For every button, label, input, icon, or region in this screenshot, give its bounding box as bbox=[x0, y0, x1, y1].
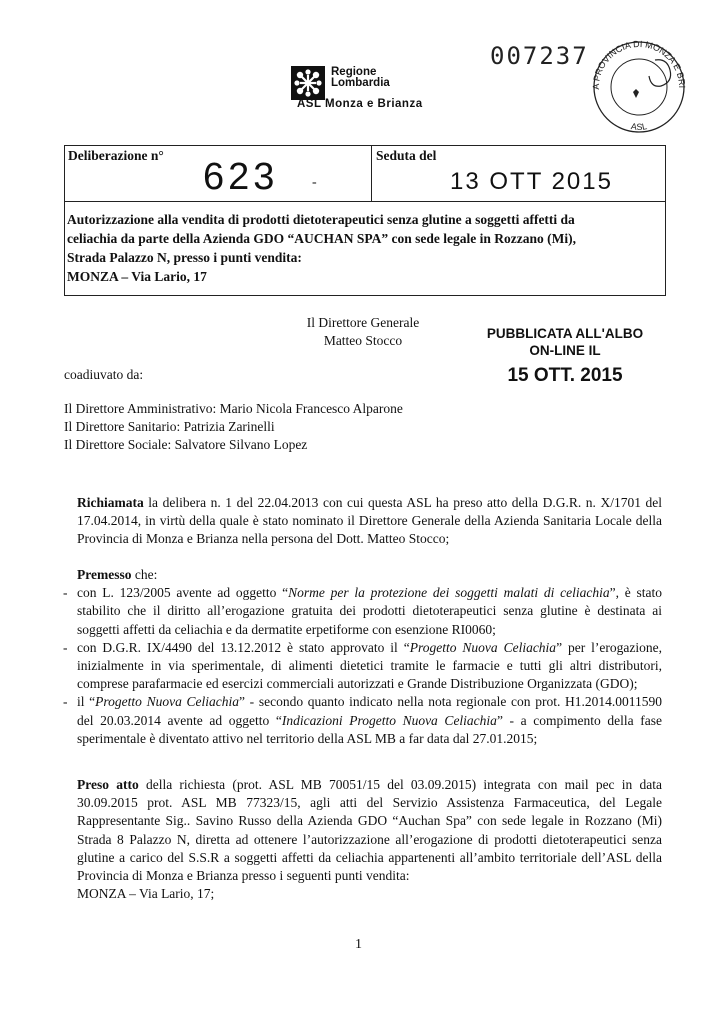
richiamata-lead: Richiamata bbox=[77, 495, 144, 510]
session-date: 13 OTT 2015 bbox=[450, 168, 613, 195]
subject-line-4: MONZA – Via Lario, 17 bbox=[67, 269, 207, 284]
premesso-lead-suffix: che: bbox=[131, 567, 158, 582]
list-item bbox=[61, 639, 662, 694]
premesso-item1-a: con L. 123/2005 avente ad oggetto “ bbox=[77, 585, 289, 601]
subject-line-2: celiachia da parte della Azienda GDO “AUCHAN SPA” con sede legale in Rozzano (Mi), bbox=[67, 231, 576, 246]
albo-publication-stamp bbox=[470, 325, 660, 359]
asl-name: ASL Monza e Brianza bbox=[297, 98, 423, 110]
protocol-number: 007237 bbox=[490, 42, 589, 70]
deliberation-header-box bbox=[64, 145, 666, 296]
directors-list bbox=[64, 400, 403, 454]
premesso-item3-b: ” - secondo quanto indicato nella nota regionale con prot. H1.2014.0011590 del 20.03.2014 avente ad oggetto “ bbox=[77, 694, 662, 728]
premesso-item2-italic: Progetto Nuova Celiachia bbox=[409, 639, 557, 655]
premesso-item2-a: con D.G.R. IX/4490 del 13.12.2012 è stato approvato il “ bbox=[77, 639, 410, 655]
asl-seal-stamp bbox=[585, 40, 693, 134]
richiamata-text: la delibera n. 1 del 22.04.2013 con cui questa ASL ha preso atto della D.G.R. n. X/1701 del 17.04.2014, in virtù della quale è stato nominato il Direttore Generale della Azienda Sanitaria Locale della Provincia di Monza e Brianza nella persona del Dott. Matteo Stocco; bbox=[77, 495, 662, 547]
list-item bbox=[61, 584, 662, 639]
preso-atto-text: della richiesta (prot. ASL MB 70051/15 del 03.09.2015) integrata con mail pec in data 30.09.2015 prot. ASL MB 77323/15, agli atti del Servizio Assistenza Farmaceutica, del Legale Rappresentante Sig.. Savino Russo della Azienda GDO “Auchan Spa” con sede legale in Rozzano (Mi) Strada 8 Palazzo N, diretta ad ottenere l’autorizzazione all’erogazione di prodotti dietoterapeutici senza glutine a carico del S.S.R a soggetti affetti da celiachia appartenenti all’ambito territoriale dell’ASL della Provincia di Monza e Brianza presso i seguenti punti vendita: bbox=[77, 777, 662, 884]
seal-top-text: A PROVINCIA DI MONZA E BRI bbox=[590, 40, 688, 90]
rosa-camuna-logo-icon bbox=[291, 66, 325, 100]
director-name: Matteo Stocco bbox=[323, 333, 403, 348]
premesso-item1-b: ”, è stato stabilito che il diritto all’erogazione gratuita dei prodotti dietoterapeutici senza glutine è destinata ai soggetti affetti da celiachia e da dermatite erpetiforme con esenzione RI0060; bbox=[77, 585, 662, 637]
director-administrative: Il Direttore Amministrativo: Mario Nicola Francesco Alparone bbox=[64, 401, 403, 416]
premesso-item3-c: ” - a compimento della fase sperimentale è diventato attivo nel territorio della ASL MB a far data dal 27.01.2015; bbox=[77, 712, 662, 746]
assisted-by-label: coadiuvato da: bbox=[64, 367, 144, 382]
premesso-section bbox=[77, 566, 662, 748]
svg-text:ASL bbox=[630, 121, 648, 132]
premesso-item3-italic-2: Indicazioni Progetto Nuova Celiachia bbox=[281, 712, 497, 728]
albo-publication-date: 15 OTT. 2015 bbox=[507, 365, 623, 386]
seal-bottom-text: ASL bbox=[630, 121, 648, 133]
premesso-list bbox=[61, 584, 662, 748]
premesso-item2-b: ” per l’erogazione, inizialmente in via sperimentale, di alimenti dietetici tramite le farmacie e tutti gli altri distributori, comprese parafarmacie ed esercizi commerciali autorizzati e Grande Distribuzione Organizzata (GDO); bbox=[77, 639, 662, 692]
page-number: 1 bbox=[355, 937, 362, 952]
premesso-item3-a: il “ bbox=[77, 694, 96, 710]
deliberation-number-label: Deliberazione n° bbox=[68, 148, 164, 163]
region-line1: Regione bbox=[331, 66, 377, 78]
region-name bbox=[331, 67, 390, 89]
region-line2: Lombardia bbox=[331, 77, 390, 89]
svg-text:DELLA PROVINCIA DI MONZA E BRI bbox=[585, 40, 687, 90]
richiamata-paragraph bbox=[77, 494, 662, 549]
list-item bbox=[61, 693, 662, 748]
premesso-item3-italic: Progetto Nuova Celiachia bbox=[95, 694, 239, 710]
director-general bbox=[258, 314, 468, 350]
director-social: Il Direttore Sociale: Salvatore Silvano Lopez bbox=[64, 437, 308, 452]
albo-line1: PUBBLICATA ALL'ALBO bbox=[486, 326, 644, 341]
preso-atto-last-line: MONZA – Via Lario, 17; bbox=[77, 886, 215, 902]
deliberation-subject bbox=[67, 210, 662, 286]
premesso-lead: Premesso bbox=[77, 567, 132, 582]
subject-line-3: Strada Palazzo N, presso i punti vendita: bbox=[67, 250, 302, 265]
director-title: Il Direttore Generale bbox=[306, 315, 420, 330]
preso-atto-paragraph bbox=[77, 776, 662, 903]
deliberation-number: 623 bbox=[203, 156, 279, 198]
premesso-item1-italic: Norme per la protezione dei soggetti malati di celiachia bbox=[288, 585, 610, 601]
preso-atto-lead: Preso atto bbox=[77, 777, 139, 792]
session-label: Seduta del bbox=[376, 148, 437, 163]
director-health: Il Direttore Sanitario: Patrizia Zarinelli bbox=[64, 419, 275, 434]
premesso-heading bbox=[77, 566, 662, 584]
deliberation-number-dash: - bbox=[312, 175, 317, 190]
albo-line2: ON-LINE IL bbox=[529, 343, 601, 358]
subject-line-1: Autorizzazione alla vendita di prodotti dietoterapeutici senza glutine a soggetti affetti da bbox=[67, 212, 575, 227]
deliberation-header-row bbox=[65, 146, 665, 202]
header-divider bbox=[371, 146, 372, 201]
